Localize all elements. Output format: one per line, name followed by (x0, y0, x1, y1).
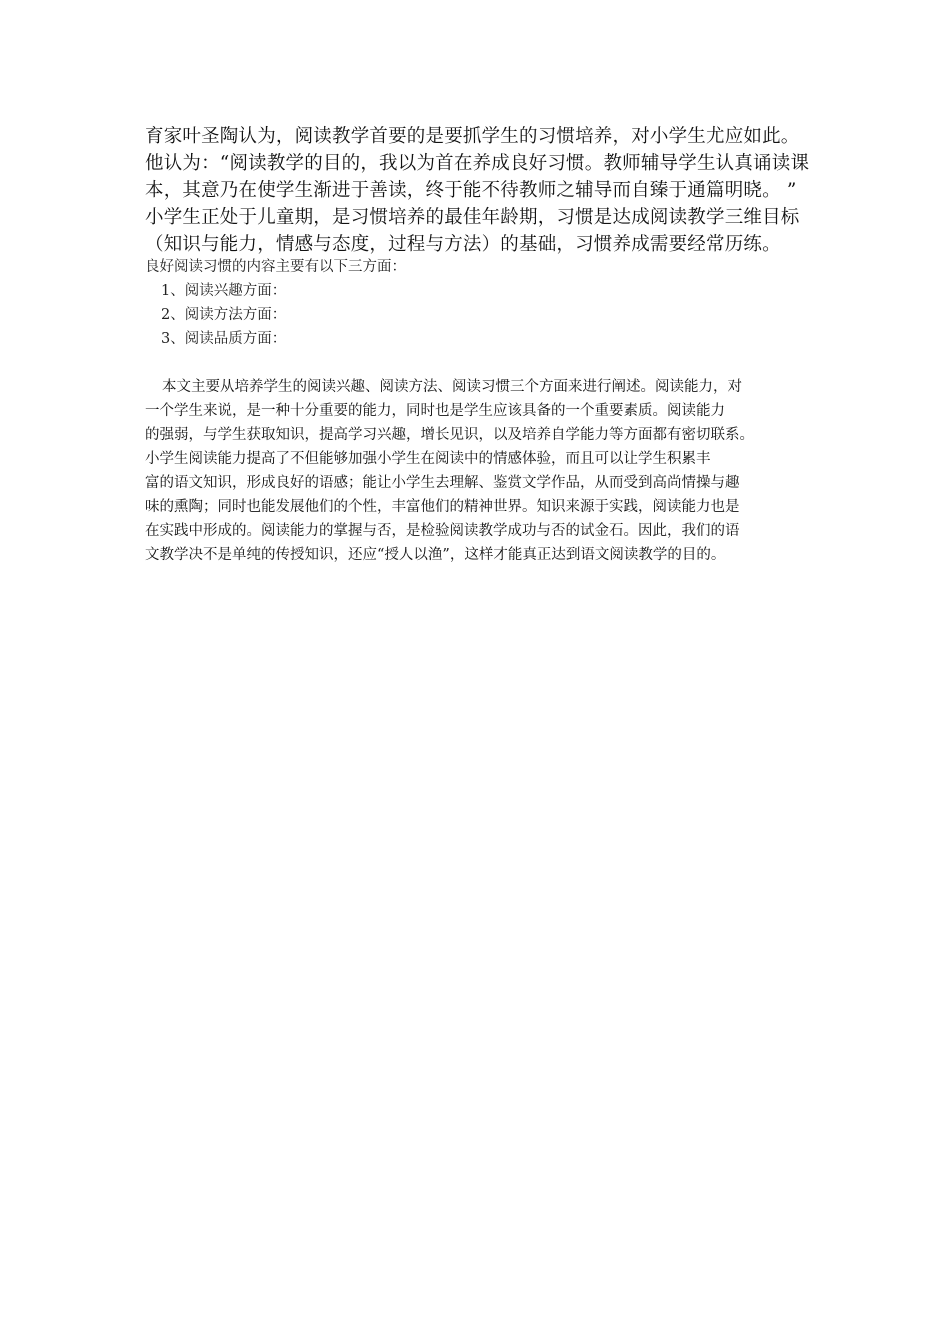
body-line: 小学生阅读能力提高了不但能够加强小学生在阅读中的情感体验，而且可以让学生积累丰 (145, 451, 711, 467)
intro-paragraph (145, 123, 825, 258)
intro-line: 育家叶圣陶认为，阅读教学首要的是要抓学生的习惯培养，对小学生尤应如此。 (145, 126, 800, 147)
body-line: 一个学生来说，是一种十分重要的能力，同时也是学生应该具备的一个重要素质。阅读能力 (145, 403, 725, 419)
intro-line: 小学生正处于儿童期，是习惯培养的最佳年龄期，习惯是达成阅读教学三维目标 (145, 207, 800, 228)
body-paragraph (145, 375, 825, 567)
list-item: 1、阅读兴趣方面： (161, 283, 287, 299)
habits-list (145, 255, 825, 351)
body-line: 文教学决不是单纯的传授知识，还应“授人以渔”，这样才能真正达到语文阅读教学的目的。 (145, 547, 726, 563)
intro-line: （知识与能力，情感与态度，过程与方法）的基础，习惯养成需要经常历练。 (145, 234, 781, 255)
list-item: 3、阅读品质方面： (161, 331, 287, 347)
list-item: 2、阅读方法方面： (161, 307, 287, 323)
body-line: 富的语文知识，形成良好的语感；能让小学生去理解、鉴赏文学作品，从而受到高尚情操与趣 (145, 475, 740, 491)
intro-line: 他认为：“阅读教学的目的，我以为首在养成良好习惯。教师辅导学生认真诵读课 (145, 153, 810, 174)
body-line: 的强弱，与学生获取知识，提高学习兴趣，增长见识，以及培养自学能力等方面都有密切联系。 (145, 427, 754, 443)
habits-heading: 良好阅读习惯的内容主要有以下三方面： (145, 259, 406, 275)
body-line (145, 375, 825, 399)
body-line: 味的熏陶；同时也能发展他们的个性，丰富他们的精神世界。知识来源于实践，阅读能力也是 (145, 499, 740, 515)
intro-line: 本，其意乃在使学生渐进于善读，终于能不待教师之辅导而自臻于通篇明晓。 ” (145, 180, 797, 201)
body-line-text: 本文主要从培养学生的阅读兴趣、阅读方法、阅读习惯三个方面来进行阐述。阅读能力，对 (162, 379, 742, 395)
body-line: 在实践中形成的。阅读能力的掌握与否，是检验阅读教学成功与否的试金石。因此，我们的语 (145, 523, 740, 539)
